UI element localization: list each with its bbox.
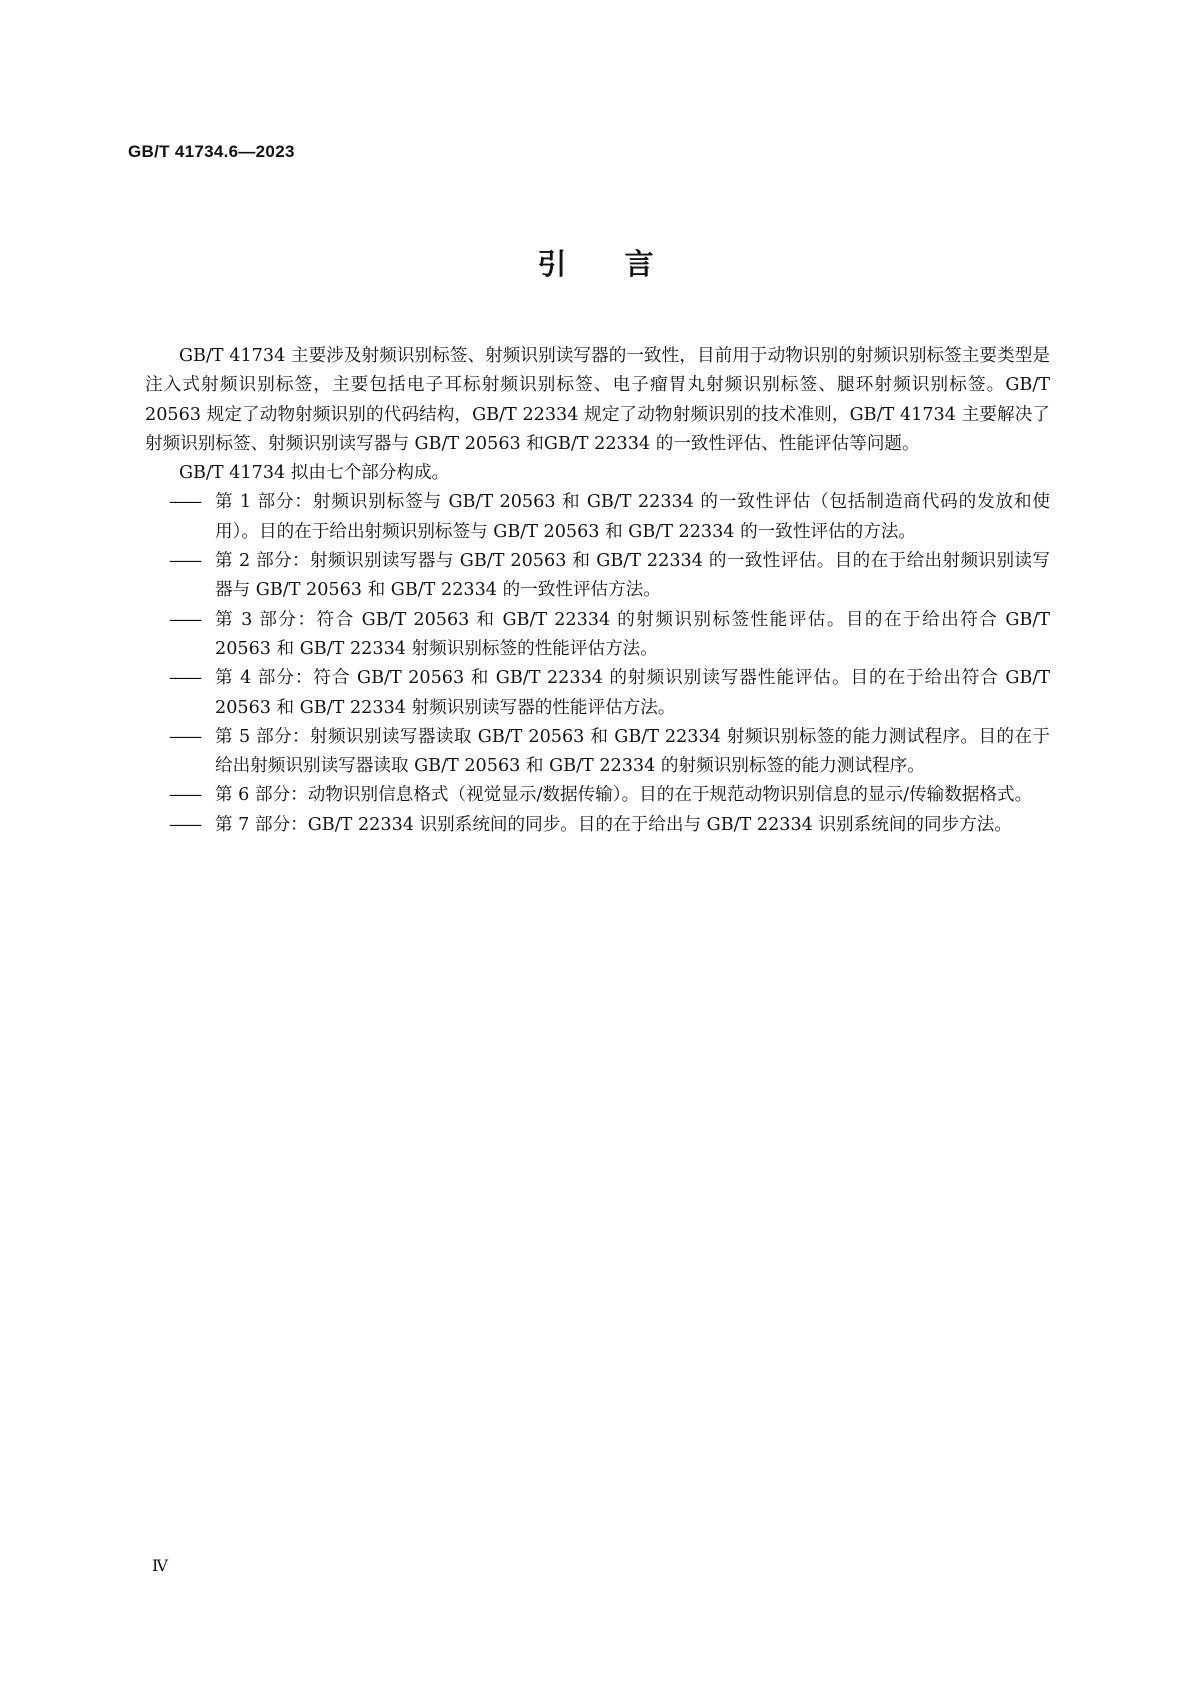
part-description: 第 4 部分：符合 GB/T 20563 和 GB/T 22334 的射频识别读写器性能评估。目的在于给出符合 GB/T 20563 和 GB/T 22334 射频识别读写器的性能评估方法。 [215,668,1050,718]
part-description: 第 3 部分：符合 GB/T 20563 和 GB/T 22334 的射频识别标签性能评估。目的在于给出符合 GB/T 20563 和 GB/T 22334 射频识别标签的性能评估方法。 [215,609,1050,659]
dash-marker: —— [169,785,201,806]
part-item-1 [145,488,1050,547]
part-item-3 [145,606,1050,665]
section-title: 引言 [537,247,712,281]
introduction-body [145,342,1050,840]
part-item-7 [145,811,1050,840]
page-number: Ⅳ [152,1556,168,1575]
intro-paragraph: GB/T 41734 主要涉及射频识别标签、射频识别读写器的一致性，目前用于动物识别的射频识别标签主要类型是注入式射频识别标签，主要包括电子耳标射频识别标签、电子瘤胃丸射频识别标签、腿环射频识别标签。GB/T 20563 规定了动物射频识别的代码结构，GB/T 22334 规定了动物射频识别的技术准则，GB/T 41734 主要解决了射频识别标签、射频识别读写器与 GB/T 20563 和GB/T 22334 的一致性评估、性能评估等问题。 [145,346,1050,454]
part-item-6 [145,781,1050,810]
dash-marker: —— [169,492,201,513]
standard-number: GB/T 41734.6—2023 [128,142,295,161]
part-item-4 [145,664,1050,723]
part-description: 第 7 部分：GB/T 22334 识别系统间的同步。目的在于给出与 GB/T 22334 识别系统间的同步方法。 [215,814,1012,835]
part-description: 第 2 部分：射频识别读写器与 GB/T 20563 和 GB/T 22334 的一致性评估。目的在于给出射频识别读写器与 GB/T 20563 和 GB/T 22334 的一致性评估方法。 [215,551,1050,601]
dash-marker: —— [169,609,201,630]
dash-marker: —— [169,668,201,689]
part-item-2 [145,547,1050,606]
part-item-5 [145,723,1050,782]
part-description: 第 6 部分：动物识别信息格式（视觉显示/数据传输）。目的在于规范动物识别信息的显示/传输数据格式。 [215,785,1033,806]
structure-paragraph: GB/T 41734 拟由七个部分构成。 [179,463,450,484]
dash-marker: —— [169,814,201,835]
dash-marker: —— [169,726,201,747]
part-description: 第 1 部分：射频识别标签与 GB/T 20563 和 GB/T 22334 的一致性评估（包括制造商代码的发放和使用）。目的在于给出射频识别标签与 GB/T 20563 和 GB/T 22334 的一致性评估的方法。 [215,492,1050,542]
dash-marker: —— [169,551,201,572]
part-description: 第 5 部分：射频识别读写器读取 GB/T 20563 和 GB/T 22334 射频识别标签的能力测试程序。目的在于给出射频识别读写器读取 GB/T 20563 和 GB/T 22334 的射频识别标签的能力测试程序。 [215,726,1050,777]
